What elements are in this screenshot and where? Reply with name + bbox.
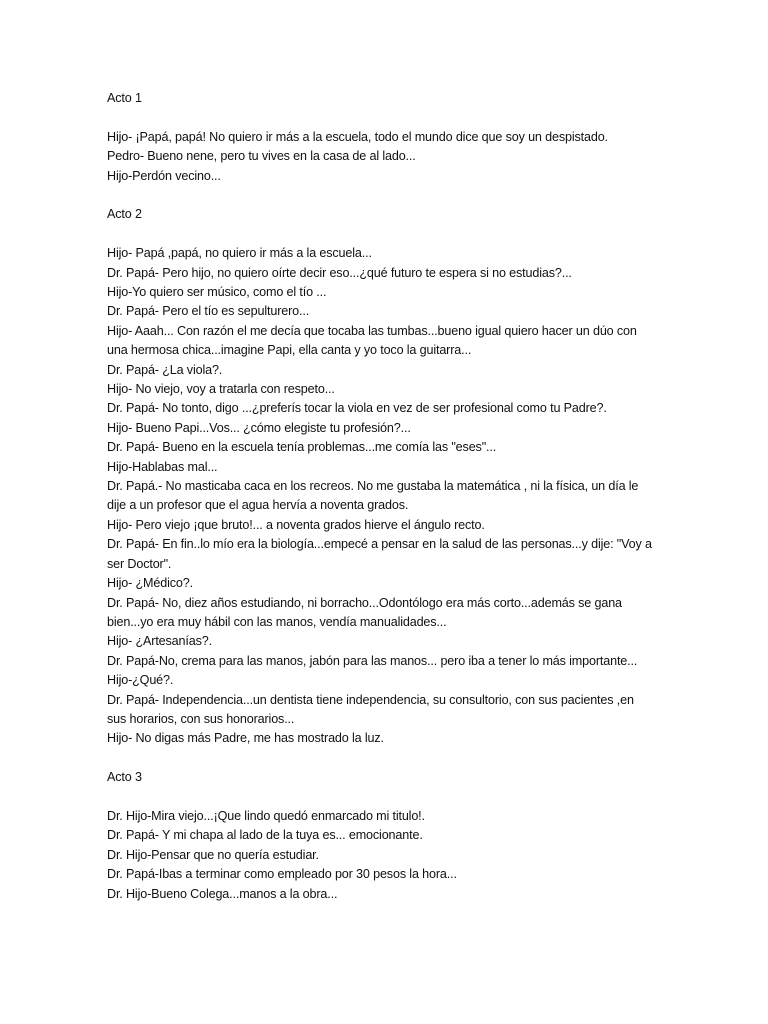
dialogue-lines <box>107 128 707 186</box>
dialogue-line: Dr. Papá- Independencia...un dentista tiene independencia, su consultorio, con sus pacientes ,en <box>107 692 634 707</box>
dialogue-line: Hijo- Bueno Papi...Vos... ¿cómo elegiste tu profesión?... <box>107 420 411 435</box>
dialogue-line: Hijo-Hablabas mal... <box>107 459 218 474</box>
dialogue-line: Hijo- Pero viejo ¡que bruto!... a noventa grados hierve el ángulo recto. <box>107 517 485 532</box>
dialogue-lines <box>107 807 707 904</box>
dialogue-line: Pedro- Bueno nene, pero tu vives en la casa de al lado... <box>107 149 416 164</box>
act-heading: Acto 1 <box>107 91 142 105</box>
dialogue-line: Hijo- Aaah... Con razón el me decía que tocaba las tumbas...bueno igual quiero hacer un dúo con <box>107 323 637 338</box>
dialogue-line: Hijo- ¡Papá, papá! No quiero ir más a la escuela, todo el mundo dice que soy un despistado. <box>107 129 608 144</box>
dialogue-line: Hijo- No viejo, voy a tratarla con respeto... <box>107 382 335 397</box>
dialogue-line: Hijo-¿Qué?. <box>107 673 174 688</box>
dialogue-line: Dr. Hijo-Pensar que no quería estudiar. <box>107 847 319 862</box>
document-body <box>107 89 707 923</box>
dialogue-lines <box>107 244 707 749</box>
act-1 <box>107 89 707 186</box>
act-heading: Acto 2 <box>107 207 142 222</box>
dialogue-line: Dr. Papá- Bueno en la escuela tenía problemas...me comía las "eses"... <box>107 440 497 455</box>
dialogue-line: Dr. Papá- Pero el tío es sepulturero... <box>107 304 310 319</box>
dialogue-line: Dr. Papá-No, crema para las manos, jabón para las manos... pero iba a tener lo más importante... <box>107 653 638 668</box>
act-3 <box>107 768 707 904</box>
dialogue-line: Dr. Hijo-Bueno Colega...manos a la obra... <box>107 886 338 901</box>
dialogue-line: Dr. Papá.- No masticaba caca en los recreos. No me gustaba la matemática , ni la física, un día le <box>107 479 639 494</box>
dialogue-line: Dr. Papá- Y mi chapa al lado de la tuya es... emocionante. <box>107 828 423 843</box>
act-heading: Acto 3 <box>107 770 142 785</box>
dialogue-line: sus horarios, con sus honorarios... <box>107 711 295 726</box>
dialogue-line: Dr. Hijo-Mira viejo...¡Que lindo quedó enmarcado mi titulo!. <box>107 808 425 823</box>
dialogue-line: Dr. Papá- ¿La viola?. <box>107 362 223 377</box>
dialogue-line: ser Doctor". <box>107 556 172 571</box>
dialogue-line: bien...yo era muy hábil con las manos, vendía manualidades... <box>107 614 447 629</box>
dialogue-line: Hijo- Papá ,papá, no quiero ir más a la escuela... <box>107 246 372 261</box>
dialogue-line: Hijo- ¿Artesanías?. <box>107 634 212 649</box>
dialogue-line: Dr. Papá- No, diez años estudiando, ni borracho...Odontólogo era más corto...además se gana <box>107 595 622 610</box>
dialogue-line: Dr. Papá- No tonto, digo ...¿preferís tocar la viola en vez de ser profesional como tu Padre?. <box>107 401 607 416</box>
dialogue-line: Hijo-Yo quiero ser músico, como el tío ... <box>107 285 327 300</box>
dialogue-line: Hijo- No digas más Padre, me has mostrado la luz. <box>107 731 384 746</box>
dialogue-line: dije a un profesor que el agua hervía a noventa grados. <box>107 498 409 513</box>
dialogue-line: Hijo- ¿Médico?. <box>107 576 193 591</box>
dialogue-line: Dr. Papá- Pero hijo, no quiero oírte decir eso...¿qué futuro te espera si no estudias?... <box>107 265 572 280</box>
dialogue-line: Dr. Papá- En fin..lo mío era la biología...empecé a pensar en la salud de las personas...y dije: "Voy a <box>107 537 652 552</box>
act-2 <box>107 205 707 748</box>
dialogue-line: una hermosa chica...imagine Papi, ella canta y yo toco la guitarra... <box>107 343 472 358</box>
dialogue-line: Hijo-Perdón vecino... <box>107 168 221 183</box>
dialogue-line: Dr. Papá-Ibas a terminar como empleado por 30 pesos la hora... <box>107 867 457 882</box>
